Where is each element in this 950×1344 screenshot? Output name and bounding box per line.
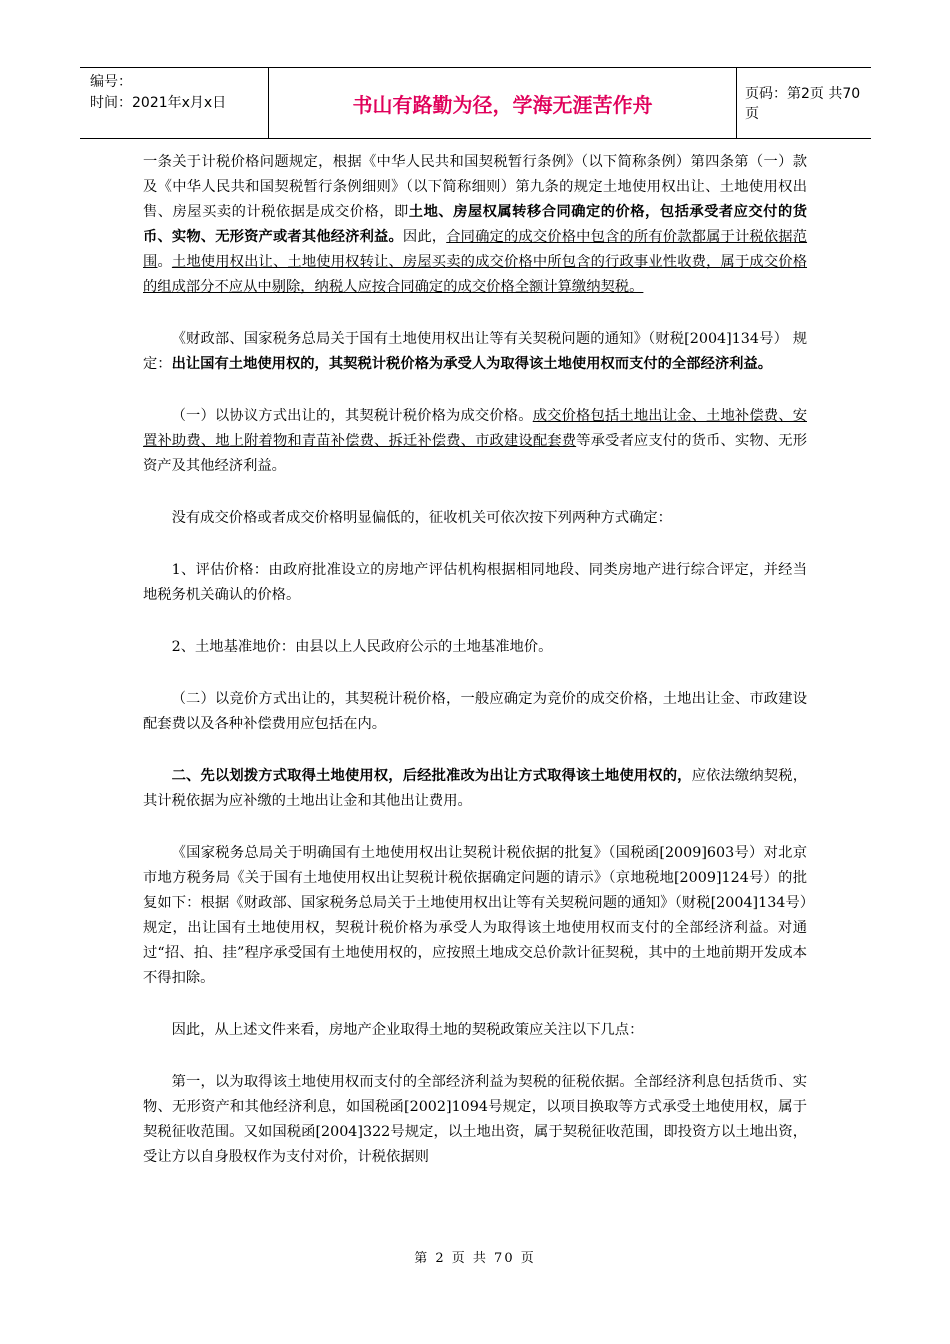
paragraph	[143, 687, 807, 737]
text-run: （二）以竞价方式出让的，其契税计税价格，一般应确定为竞价的成交价格，土地出让金、市政建设配套费以及各种补偿费用应包括在内。	[143, 691, 807, 732]
underlined-text: 成交价格包括土地出让金、土地补偿费、安置补助费、地上附着物和青苗补偿费、拆迁补偿费、市政建设配套费	[143, 408, 807, 449]
underlined-text: 合同确定的成交价格中包含的所有价款都属于计税依据范围	[143, 229, 808, 270]
paragraph	[143, 841, 807, 991]
text-run: 没有成交价格或者成交价格明显偏低的，征收机关可依次按下列两种方式确定：	[171, 510, 672, 526]
code-label: 编号：	[90, 74, 132, 90]
header-meta	[80, 68, 269, 138]
text-run: 一条关于计税价格问题规定，根据《中华人民共和国契税暂行条例》（以下简称条例）第四条第（一）款及《中华人民共和国契税暂行条例细则》（以下简称细则）第九条的规定土地使用权出让、土地使用权出售、房屋买卖的计税依据是成交价格，即	[143, 154, 807, 220]
text-run: （一）以协议方式出让的，其契税计税价格为成交价格。	[171, 408, 533, 424]
text-run: 等承受者应支付的货币、实物、无形资产及其他经济利益。	[143, 433, 808, 474]
text-run: 因此，	[402, 229, 447, 245]
underlined-text: 土地使用权出让、土地使用权转让、房屋买卖的成交价格中所包含的行政事业性收费，属于成交价格的组成部分不应从中剔除，纳税人应按合同确定的成交价格全额计算缴纳契税。	[143, 254, 808, 295]
page-header	[80, 67, 871, 139]
text-run: 《财政部、国家税务总局关于国有土地使用权出让等有关契税问题的通知》（财税[2004]134号） 规定：	[143, 331, 807, 372]
header-page-label: 页码：第2页 共70页	[745, 86, 861, 122]
paragraph	[143, 404, 807, 479]
paragraph	[143, 150, 807, 300]
text-run: 因此，从上述文件来看，房地产企业取得土地的契税政策应关注以下几点：	[171, 1022, 644, 1038]
bold-text: 出让国有土地使用权的，其契税计税价格为承受人为取得该土地使用权而支付的全部经济利益。	[171, 356, 773, 372]
header-motto: 书山有路勤为径，学海无涯苦作舟	[269, 68, 737, 138]
bold-text: 土地、房屋权属转移合同确定的价格，包括承受者应交付的货币、实物、无形资产或者其他经济利益。	[143, 204, 808, 245]
date-label: 时间：2021年x月x日	[90, 95, 227, 111]
text-run: 第一，以为取得该土地使用权而支付的全部经济利益为契税的征税依据。全部经济利息包括货币、实物、无形资产和其他经济利息，如国税函[2002]1094号规定，以项目换取等方式承受土地使用权，属于契税征收范围。又如国税函[2004]322号规定，以土地出资，属于契税征收范围，即投资方以土地出资，受让方以自身股权作为支付对价，计税依据则	[143, 1074, 807, 1165]
page-footer: 第 2 页 共 70 页	[414, 1251, 536, 1266]
text-run: 2、土地基准地价：由县以上人民政府公示的土地基准地价。	[171, 639, 553, 655]
text-run: 1、评估价格：由政府批准设立的房地产评估机构根据相同地段、同类房地产进行综合评定，并经当地税务机关确认的价格。	[143, 562, 807, 603]
paragraph	[143, 558, 807, 608]
bold-text: 二、先以划拨方式取得土地使用权，后经批准改为出让方式取得该土地使用权的，	[171, 768, 692, 784]
text-run: 。	[157, 254, 172, 270]
text-run: 应依法缴纳契税，其计税依据为应补缴的土地出让金和其他出让费用。	[143, 768, 808, 809]
paragraph	[143, 506, 807, 531]
text-run: 《国家税务总局关于明确国有土地使用权出让契税计税依据的批复》（国税函[2009]603号）对北京市地方税务局《关于国有土地使用权出让契税计税依据确定问题的请示》（京地税地[2009]124号）的批复如下：根据《财政部、国家税务总局关于土地使用权出让等有关契税问题的通知》（财税[2004]134号）规定，出让国有土地使用权，契税计税价格为承受人为取得该土地使用权而支付的全部经济利益。对通过“招、拍、挂”程序承受国有土地使用权的，应按照土地成交总价款计征契税，其中的土地前期开发成本不得扣除。	[143, 845, 807, 986]
paragraph	[143, 1018, 807, 1043]
document-body	[143, 150, 807, 1197]
paragraph	[143, 1070, 807, 1170]
paragraph	[143, 327, 807, 377]
paragraph	[143, 764, 807, 814]
paragraph	[143, 635, 807, 660]
